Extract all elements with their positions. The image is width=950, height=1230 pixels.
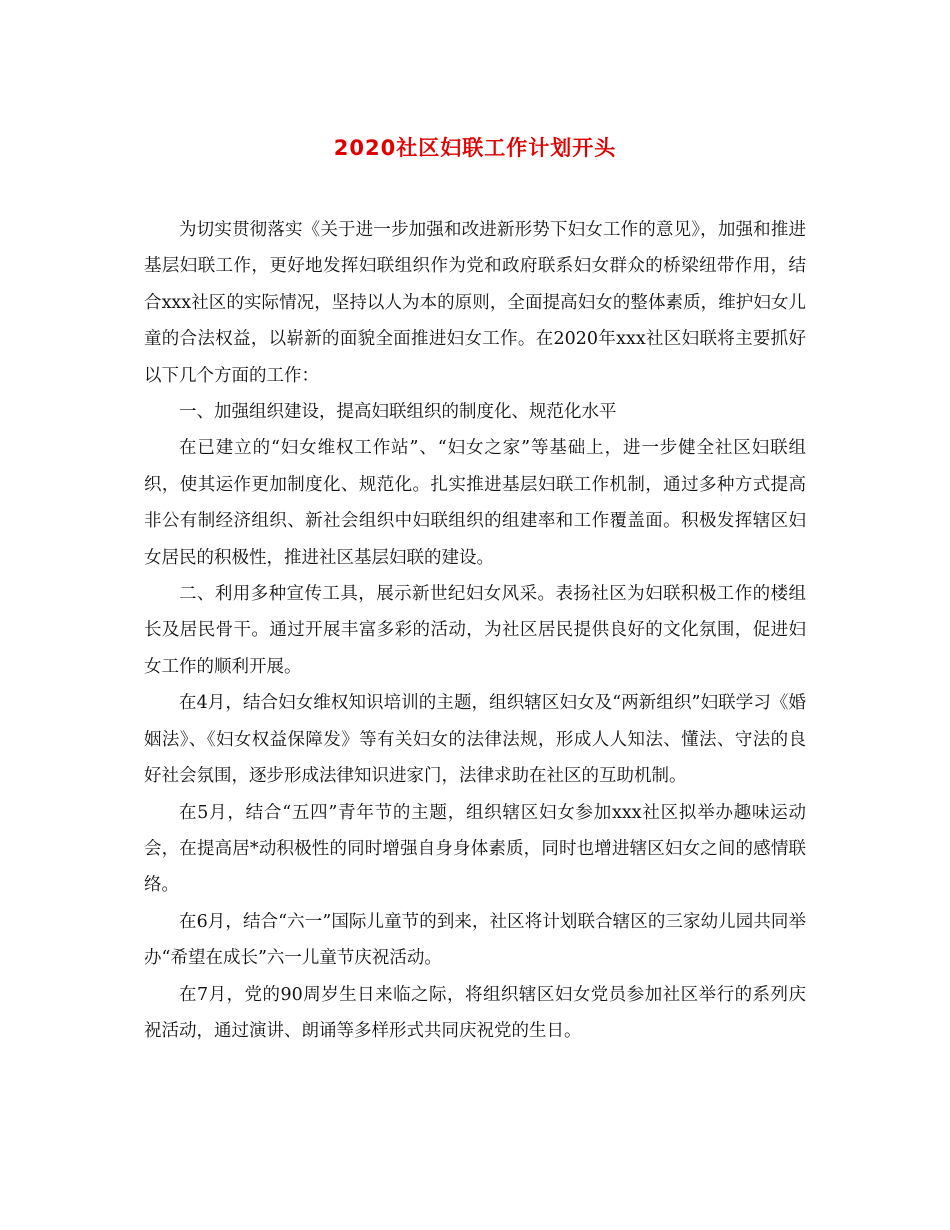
paragraph-july: 在7月，党的90周岁生日来临之际，将组织辖区妇女党员参加社区举行的系列庆祝活动，通过演讲、朗诵等多样形式共同庆祝党的生日。 [144, 984, 806, 1041]
section-heading-1: 一、加强组织建设，提高妇联组织的制度化、规范化水平 [179, 402, 617, 423]
paragraph-april: 在4月，结合妇女维权知识培训的主题，组织辖区妇女及“两新组织”妇联学习《婚姻法》、《妇女权益保障发》等有关妇女的法律法规，形成人人知法、懂法、守法的良好社会氛围，逐步形成法律知识进家门，法律求助在社区的互助机制。 [144, 693, 806, 787]
document-title: 2020社区妇联工作计划开头 [333, 136, 617, 160]
paragraph-intro: 为切实贯彻落实《关于进一步加强和改进新形势下妇女工作的意见》，加强和推进基层妇联工作，更好地发挥妇联组织作为党和政府联系妇女群众的桥梁纽带作用，结合xxx社区的实际情况，坚持以人为本的原则，全面提高妇女的整体素质，维护妇女儿童的合法权益，以崭新的面貌全面推进妇女工作。在2020年xxx社区妇联将主要抓好以下几个方面的工作： [144, 220, 806, 386]
paragraph-may: 在5月，结合“五四”青年节的主题，组织辖区妇女参加xxx社区拟举办趣味运动会，在提高居*动积极性的同时增强自身身体素质，同时也增进辖区妇女之间的感情联络。 [144, 802, 806, 896]
paragraph-section-1: 在已建立的“妇女维权工作站”、“妇女之家”等基础上，进一步健全社区妇联组织，使其运作更加制度化、规范化。扎实推进基层妇联工作机制，通过多种方式提高非公有制经济组织、新社会组织中妇联组织的组建率和工作覆盖面。积极发挥辖区妇女居民的积极性，推进社区基层妇联的建设。 [144, 438, 806, 568]
section-heading-2: 二、利用多种宣传工具，展示新世纪妇女风采。表扬社区为妇联积极工作的楼组长及居民骨干。通过开展丰富多彩的活动，为社区居民提供良好的文化氛围，促进妇女工作的顺利开展。 [144, 584, 806, 677]
document-body [144, 212, 806, 1049]
paragraph-june: 在6月，结合“六一”国际儿童节的到来，社区将计划联合辖区的三家幼儿园共同举办“希望在成长”六一儿童节庆祝活动。 [144, 911, 806, 969]
